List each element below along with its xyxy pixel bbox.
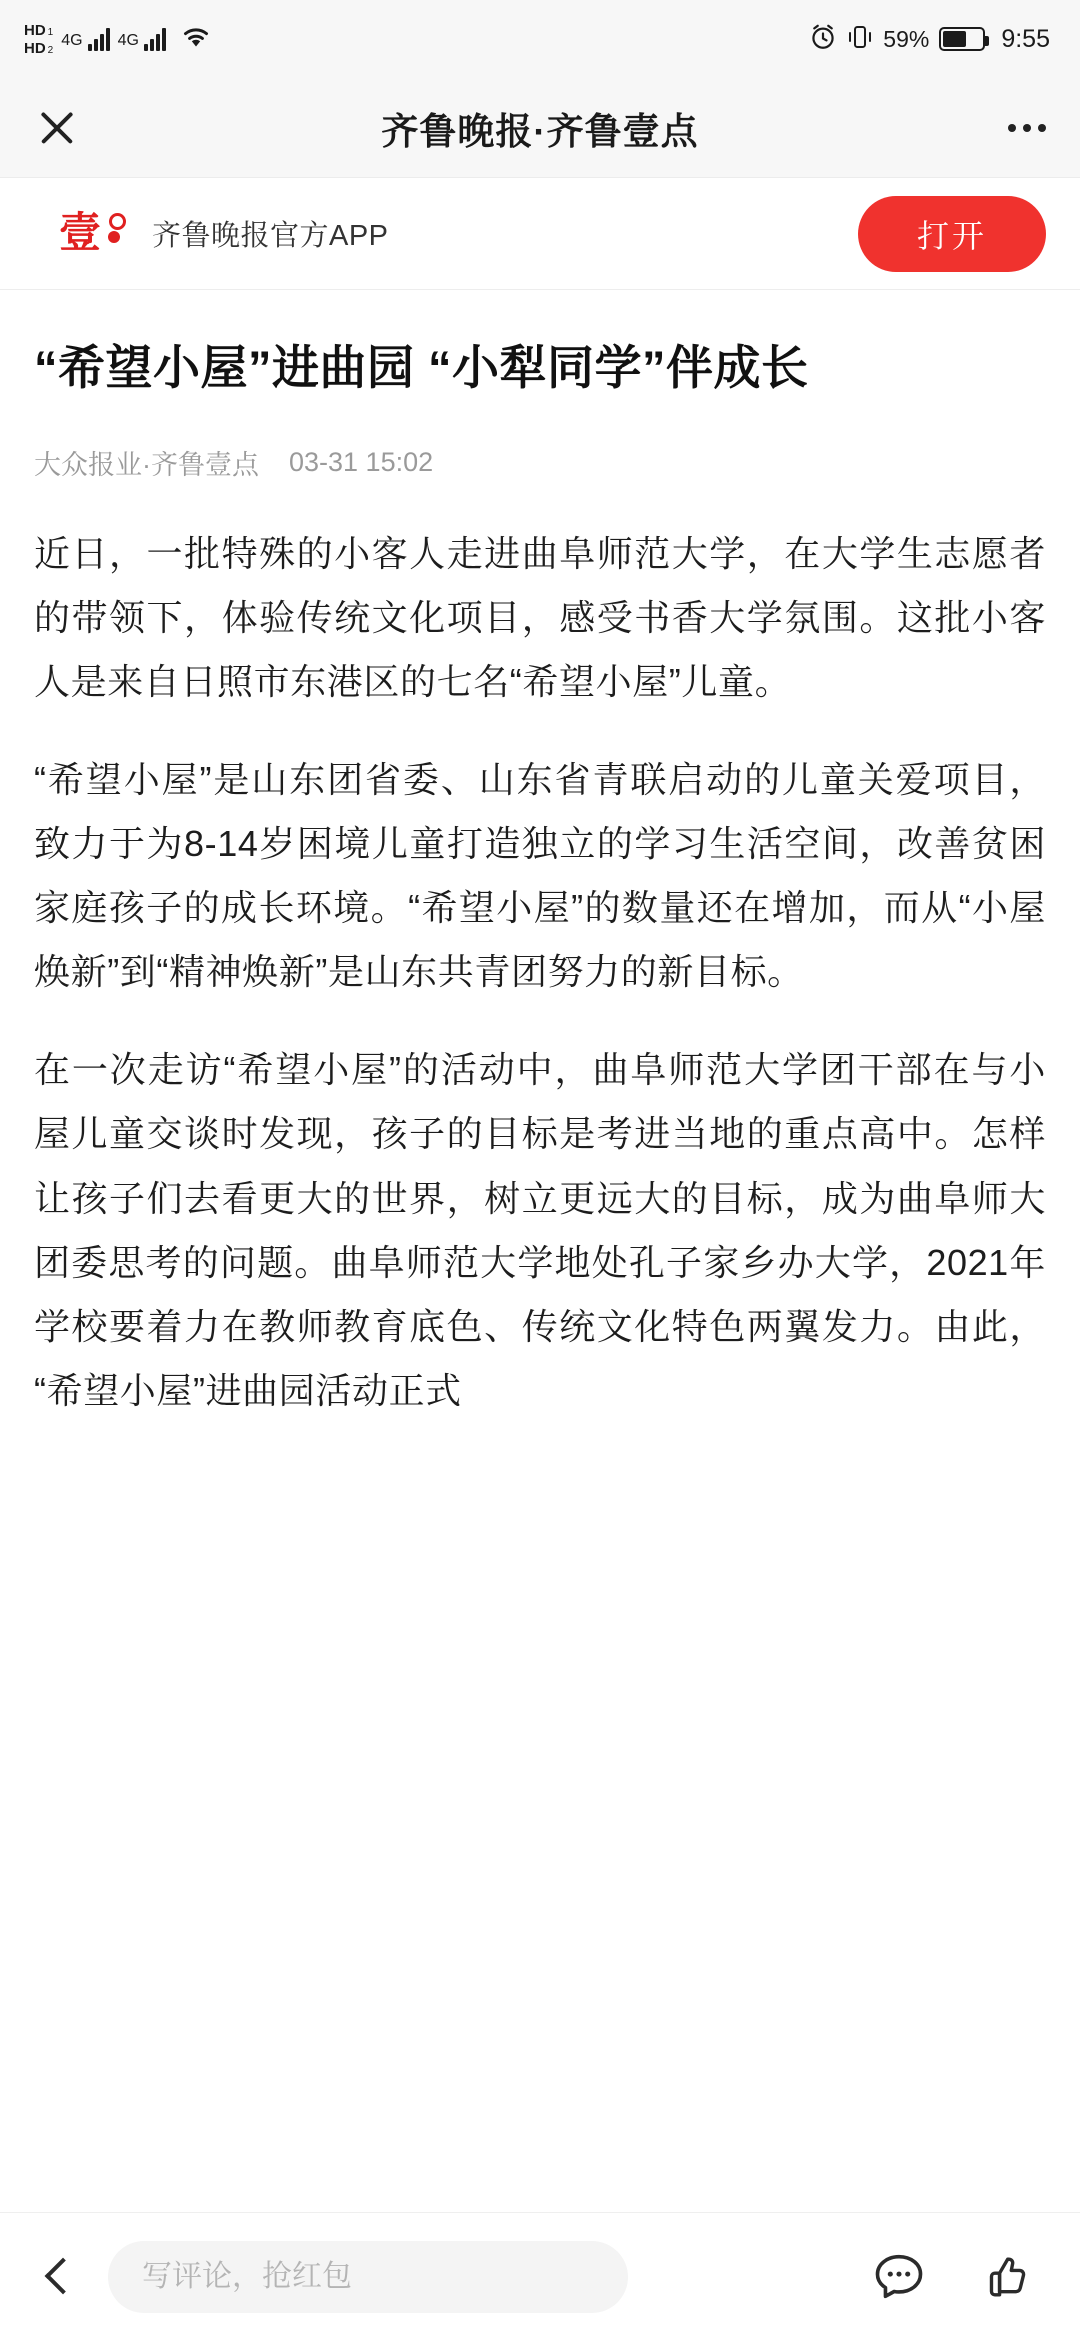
page-title: 齐鲁晚报·齐鲁壹点	[381, 110, 699, 152]
sim2-network-label: 4G	[117, 32, 139, 49]
open-app-button[interactable]: 打开	[858, 196, 1046, 272]
hd2-icon	[24, 41, 53, 56]
status-bar-right	[809, 23, 1050, 56]
app-logo-text: 壹	[58, 210, 101, 257]
hd1-label: HD	[24, 21, 46, 39]
clock-label: 9:55	[1001, 24, 1050, 53]
article-paragraph: 近日，一批特殊的小客人走进曲阜师范大学，在大学生志愿者的带领下，体验传统文化项目，感受书香大学氛围。这批小客人是来自日照市东港区的七名“希望小屋”儿童。	[34, 532, 1046, 703]
more-options-icon[interactable]	[1008, 124, 1046, 132]
hd1-sub: 1	[47, 26, 54, 38]
app-logo-icon	[34, 205, 126, 263]
back-chevron-icon[interactable]	[30, 2249, 86, 2305]
article-body	[34, 522, 1046, 1423]
battery-percent-label: 59%	[883, 25, 930, 52]
hd2-sub: 2	[47, 44, 54, 56]
signal-bars-icon-2	[144, 27, 166, 51]
battery-icon	[939, 27, 985, 51]
status-bar-left	[24, 23, 212, 56]
article-paragraph: 在一次走访“希望小屋”的活动中，曲阜师范大学团干部在与小屋儿童交谈时发现，孩子的目标是考进当地的重点高中。怎样让孩子们去看更大的世界，树立更远大的目标，成为曲阜师大团委思考的问题。曲阜师范大学地处孔子家乡办大学，2021年学校要着力在教师教育底色、传统文化特色两翼发力。由此，“希望小屋”进曲园活动正式	[34, 1049, 1046, 1411]
sim2-signal	[118, 27, 166, 51]
status-bar	[0, 0, 1080, 78]
bottom-bar-icons	[870, 2248, 1050, 2306]
wifi-icon	[180, 25, 212, 54]
comment-input[interactable]	[108, 2241, 628, 2313]
article-paragraph: “希望小屋”是山东团省委、山东省青联启动的儿童关爱项目，致力于为8-14岁困境儿童打造独立的学习生活空间，改善贫困家庭孩子的成长环境。“希望小屋”的数量还在增加，而从“小屋焕新”到“精神焕新”是山东共青团努力的新目标。	[34, 759, 1046, 993]
title-bar	[0, 78, 1080, 178]
sim1-signal	[61, 27, 109, 51]
comment-bubble-icon[interactable]	[870, 2248, 928, 2306]
content-fade-overlay	[0, 2142, 1080, 2212]
vibrate-icon	[847, 23, 873, 56]
article-headline: “希望小屋”进曲园 “小犁同学”伴成长	[34, 341, 809, 394]
sim1-network-label: 4G	[61, 32, 83, 49]
article-meta	[34, 443, 1046, 482]
thumbs-up-icon[interactable]	[980, 2250, 1034, 2304]
hd2-label: HD	[24, 39, 46, 57]
app-promo-bar	[0, 178, 1080, 290]
app-logo-ring	[109, 213, 126, 230]
hd-volte-indicators	[24, 23, 53, 56]
bottom-action-bar	[0, 2212, 1080, 2340]
app-logo-dot	[108, 231, 120, 243]
article-timestamp: 03-31 15:02	[289, 446, 434, 477]
app-name-label: 齐鲁晚报官方APP	[152, 220, 389, 252]
article-source: 大众报业·齐鲁壹点	[34, 449, 259, 480]
hd1-icon	[24, 23, 53, 38]
alarm-icon	[809, 23, 837, 56]
article-content[interactable]	[0, 290, 1080, 2212]
signal-bars-icon	[88, 27, 110, 51]
